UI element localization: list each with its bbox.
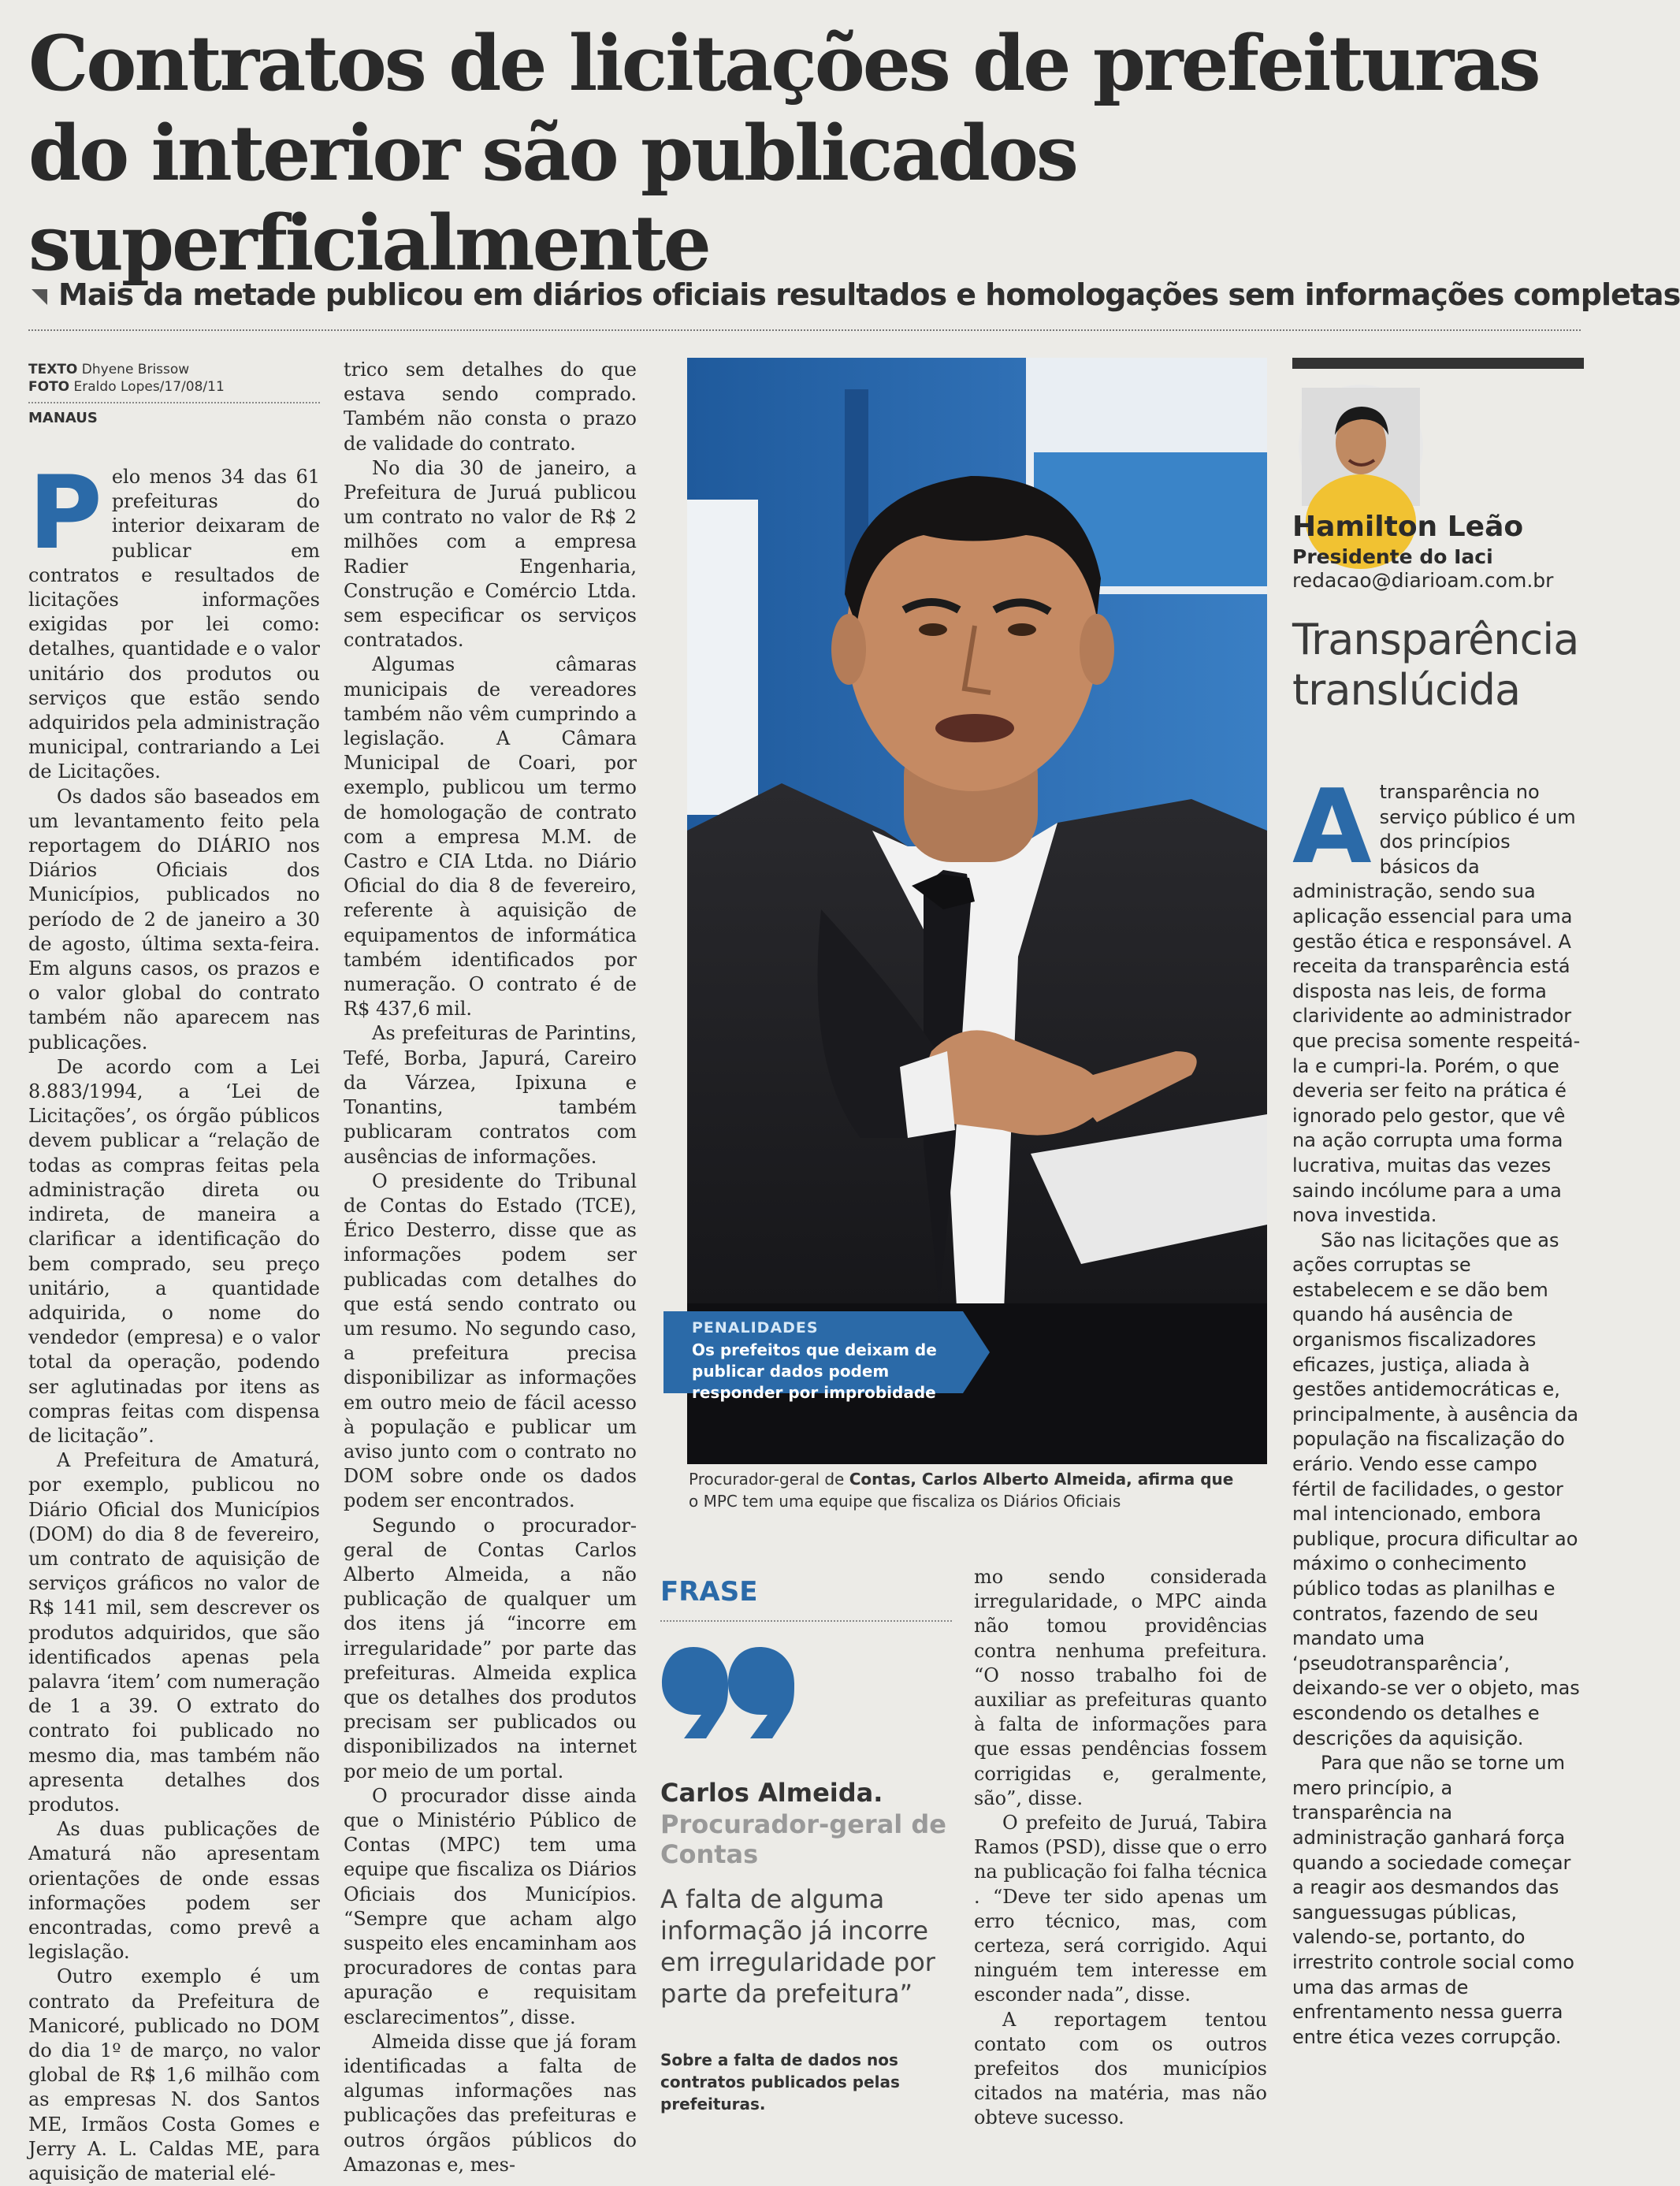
opinion-author: Hamilton Leão	[1292, 511, 1524, 543]
paragraph: Os dados são baseados em um levantamento feito pela reportagem do DIÁRIO nos Diários Oficiais dos Municípios, publicados no período de 2 de janeiro a 30 de agosto, última sexta-feira. Em alguns casos, os prazos e o valor global do contrato também não aparecem nas publicações.	[28, 785, 320, 1054]
paragraph: A reportagem tentou contato com os outros prefeitos dos municípios citados na matéria, mas não obteve sucesso.	[974, 2008, 1267, 2129]
quote-marks-icon	[660, 1639, 794, 1742]
paragraph: Algumas câmaras municipais de vereadores também não vêm cumprindo a legislação. A Câmara Municipal de Coari, por exemplo, publicou um termo de homologação de contrato com a empresa M.M. de Castro e CIA Ltda. no Diário Oficial do dia 8 de fevereiro, referente à aquisição de equipamentos de informática também identificados por numeração. O contrato é de R$ 437,6 mil.	[344, 653, 637, 1021]
credit-text-label: TEXTO	[28, 362, 78, 377]
avatar	[1299, 385, 1423, 509]
paragraph: As duas publicações de Amaturá não apresentam orientações de onde essas informações podem ser encontradas, como prevê a legislação.	[28, 1818, 320, 1964]
paragraph: As prefeituras de Parintins, Tefé, Borba, Japurá, Careiro da Várzea, Ipixuna e Tonantins, também publicaram contratos com ausências de informações.	[344, 1022, 637, 1168]
article-column-1	[28, 455, 320, 2186]
paragraph: mo sendo considerada irregularidade, o MPC ainda não tomou providências contra nenhuma prefeitura. “O nosso trabalho foi de auxiliar as prefeituras quanto à falta de informações para que essas pendências fossem corrigidas e, geralmente, são”, disse.	[974, 1566, 1267, 1809]
caption-label: PENALIDADES	[692, 1319, 819, 1337]
paragraph: A Prefeitura de Amaturá, por exemplo, publicou no Diário Oficial dos Municípios (DOM) do dia 8 de fevereiro, um contrato de aquisição de serviços gráficos no valor de R$ 141 mil, sem descrever os produtos adquiridos, que são identificados apenas pela palavra ‘item’ com numeração de 1 a 39. O extrato do contrato foi publicado no mesmo dia, mas também não apresenta detalhes dos produtos.	[28, 1449, 320, 1816]
photo-illustration	[687, 358, 1267, 1464]
paragraph: O procurador disse ainda que o Ministério Público de Contas (MPC) tem uma equipe que fiscaliza os Diários Oficiais dos Municípios. “Sempre que acham algo suspeito eles encaminham aos procuradores de contas para apuração e requisitam esclarecimentos”, disse.	[344, 1784, 637, 2028]
paragraph: O prefeito de Juruá, Tabira Ramos (PSD), disse que o erro na publicação foi falha técnica . “Deve ter sido apenas um erro técnico, mas, com certeza, será corrigido. Aqui ninguém tem interesse em esconder nada”, disse.	[974, 1812, 1267, 2006]
opinion-email: redacao@diarioam.com.br	[1292, 569, 1554, 592]
paragraph: Almeida disse que já foram identificadas a falta de algumas informações nas publicações das prefeituras e outros órgãos públicos do Amazonas e, mes-	[344, 2030, 637, 2176]
paragraph: No dia 30 de janeiro, a Prefeitura de Juruá publicou um contrato no valor de R$ 2 milhões com a empresa Radier Engenharia, Construção e Comércio Ltda. sem especificar os serviços contratados.	[344, 456, 637, 652]
opinion-title: Transparência translúcida	[1292, 615, 1579, 715]
dropcap: A	[1292, 767, 1372, 887]
subheadline-text: Mais da metade publicou em diários oficiais resultados e homologações sem informações completas	[58, 277, 1680, 312]
headline: Contratos de licitações de prefeituras do interior são publicados superficialmente	[28, 19, 1539, 288]
paragraph: Segundo o procurador-geral de Contas Carlos Alberto Almeida, a não publicação de qualquer um dos itens já “incorre em irregularidade” por parte das prefeituras. Almeida explica que os detalhes dos produtos precisam ser publicados ou disponibilizados na internet por meio de um portal.	[344, 1514, 637, 1783]
paragraph: São nas licitações que as ações corruptas se estabelecem e se dão bem quando há ausência de organismos fiscalizadores eficazes, justiça, aliada à gestões antidemocráticas e, principalmente, à ausência da população na fiscalização do erário. Vendo esse campo fértil de facilidades, o gestor mal intencionado, embora publique, procura dificultar ao máximo o conhecimento público todas as planilhas e contratos, fazendo de seu mandato uma ‘pseudotransparência’, deixando-se ver o objeto, mas escondendo os detalhes e descrições da aquisição.	[1292, 1229, 1580, 1749]
paragraph: O presidente do Tribunal de Contas do Estado (TCE), Érico Desterro, disse que as informações podem ser publicadas com detalhes do que está sendo contrato ou um resumo. No segundo caso, a prefeitura precisa disponibilizar as informações em outro meio de fácil acesso à população e publicar um aviso junto com o contrato no DOM sobre onde os dados podem ser encontrados.	[344, 1169, 637, 1512]
triangle-bullet-icon	[32, 289, 47, 305]
opinion-body	[1292, 767, 1584, 2050]
quote-text: A falta de alguma informação já incorre em irregularidade por parte da prefeitura”	[660, 1884, 935, 2009]
paragraph: elo menos 34 das 61 prefeituras do interior deixaram de publicar em contratos e resultados de licitações informações exigidas por lei como: detalhes, quantidade e o valor unitário dos produtos ou serviços que estão sendo adquiridos pela administração municipal, contrariando a Lei de Licitações.	[28, 466, 320, 783]
article-column-3	[974, 1565, 1267, 2131]
opinion-top-bar	[1292, 358, 1584, 369]
photo-caption-regular: Procurador-geral de	[689, 1470, 849, 1489]
dropcap: P	[28, 455, 102, 572]
article-column-2	[344, 358, 637, 2177]
byline	[28, 361, 320, 427]
credit-photo-label: FOTO	[28, 379, 70, 395]
quote-author-role: Procurador-geral de Contas	[660, 1809, 946, 1869]
paragraph: De acordo com a Lei 8.883/1994, a ‘Lei de Licitações’, os órgão públicos devem publicar a “relação de todas as compras feitas pela administração direta ou indireta, de maneira a clarificar a identificação do bem comprado, seu preço unitário, a quantidade adquirida, o nome do vendedor (empresa) e o valor total da operação, podendo ser aglutinadas por itens as compras feitas com dispensa de licitação”.	[28, 1055, 320, 1447]
quote-section-title: FRASE	[660, 1576, 758, 1608]
photo-caption-bold: Contas, Carlos Alberto Almeida, afirma que	[849, 1470, 1234, 1489]
caption-text: Os prefeitos que deixam de publicar dados podem responder por improbidade	[692, 1340, 937, 1402]
divider	[28, 402, 320, 403]
paragraph: trico sem detalhes do que estava sendo comprado. Também não consta o prazo de validade do contrato.	[344, 359, 637, 455]
opinion-author-role: Presidente do Iaci	[1292, 545, 1493, 568]
quote-author: Carlos Almeida.	[660, 1778, 883, 1808]
quote-note: Sobre a falta de dados nos contratos publicados pelas prefeituras.	[660, 2050, 900, 2114]
divider	[660, 1620, 952, 1622]
photo-caption	[689, 1468, 1269, 1512]
photo-caption-box	[663, 1311, 990, 1402]
photo-caption-rest: o MPC tem uma equipe que fiscaliza os Diários Oficiais	[689, 1492, 1121, 1511]
divider	[28, 329, 1581, 331]
credit-text-name: Dhyene Brissow	[81, 362, 190, 377]
paragraph: Outro exemplo é um contrato da Prefeitura de Manicoré, publicado no DOM do dia 1º de março, no valor global de R$ 1,6 milhão com as empresas N. dos Santos ME, Irmãos Costa Gomes e Jerry A. L. Caldas ME, para aquisição de material elé-	[28, 1965, 320, 2185]
location: MANAUS	[28, 410, 98, 426]
credit-photo-name: Eraldo Lopes/17/08/11	[73, 379, 225, 395]
paragraph: transparência no serviço público é um dos princípios básicos da administração, sendo sua aplicação essencial para uma gestão ética e responsável. A receita da transparência está disposta nas leis, de forma clarividente ao administrador que precisa somente respeitá-la e cumpri-la. Porém, o que deveria ser feito na prática é ignorado pelo gestor, que vê na ação corrupta uma forma lucrativa, muitas das vezes saindo incólume para a uma nova investida.	[1292, 781, 1581, 1227]
paragraph: Para que não se torne um mero princípio, a transparência na administração ganhará força quando a sociedade começar a reagir aos desmandos das sanguessugas públicas, valendo-se, portanto, do irrestrito controle social como uma das armas de enfrentamento nessa guerra entre ética vezes corrupção.	[1292, 1752, 1574, 2048]
subheadline	[32, 276, 1680, 314]
article-photo	[687, 358, 1267, 1464]
